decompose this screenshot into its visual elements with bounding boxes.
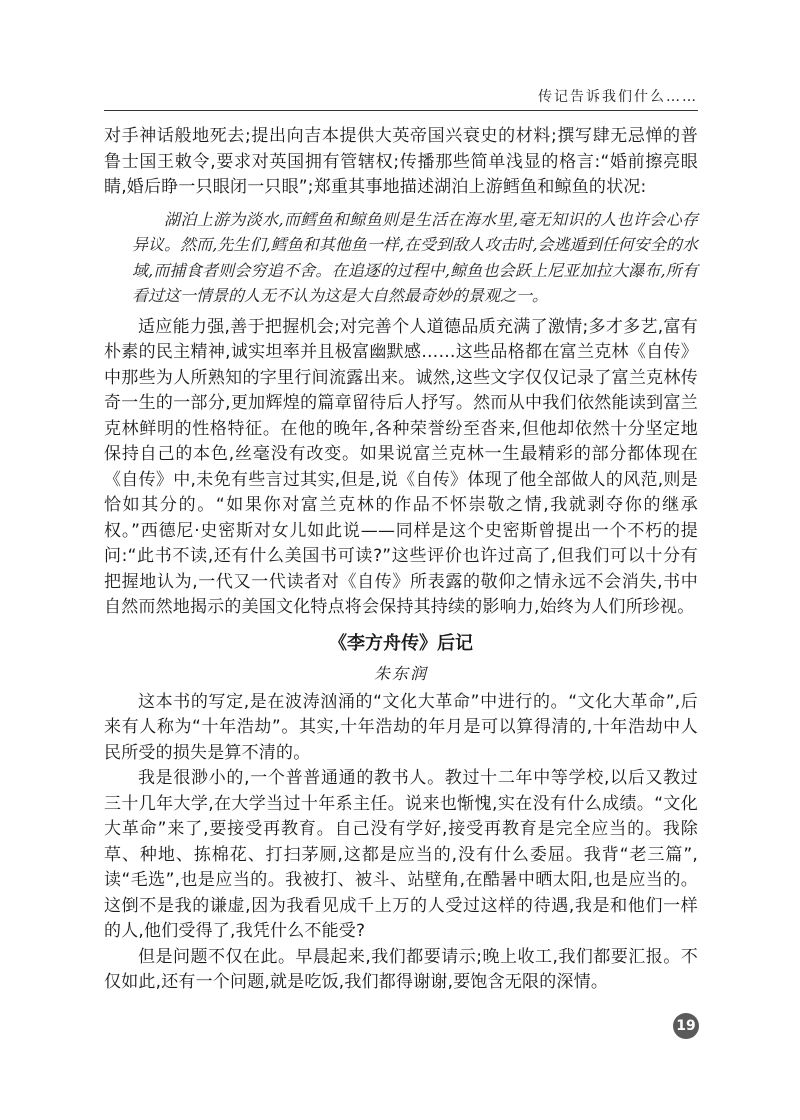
section-paragraph-3: 但是问题不仅在此。早晨起来,我们都要请示;晚上收工,我们都要汇报。不仅如此,还有一个问题,就是吃饭,我们都得谢谢,要饱含无限的深情。 [104,946,698,992]
page-number: 19 [673,1013,699,1039]
section-paragraph-2: 我是很渺小的,一个普普通通的教书人。教过十二年中等学校,以后又教过三十几年大学,在大学当过十年系主任。说来也惭愧,实在没有什么成绩。“文化大革命”来了,要接受再教育。自己没有学好,接受再教育是完全应当的。我除草、种地、拣棉花、打扫茅厕,这都是应当的,没有什么委屈。我背“老三篇”,读“毛选”,也是应当的。我被打、被斗、站壁角,在酷暑中晒太阳,也是应当的。这倒不是我的谦虚,因为我看见成千上万的人受过这样的待遇,我是和他们一样的人,他们受得了,我凭什么不能受? [104,768,698,941]
block-quote: 湖泊上游为淡水,而鳕鱼和鲸鱼则是生活在海水里,毫无知识的人也许会心存异议。然而,先生们,鳕鱼和其他鱼一样,在受到敌人攻击时,会逃遁到任何安全的水域,而捕食者则会穷追不舍。在追逐的过程中,鲸鱼也会跃上尼亚加拉大瀑布,所有看过这一情景的人无不认为这是大自然最奇妙的景观之一。 [132,209,698,305]
body-paragraph-1: 对手神话般地死去;提出向吉本提供大英帝国兴衰史的材料;撰写肆无忌惮的普鲁士国王敕令,要求对英国拥有管辖权;传播那些简单浅显的格言:“婚前擦亮眼睛,婚后睁一只眼闭一只眼”;郑重其事地描述湖泊上游鳕鱼和鲸鱼的状况: [104,126,698,197]
header-rule [104,110,698,111]
running-head: 传记告诉我们什么…… [538,89,698,105]
page-body [104,124,698,996]
section-author: 朱东润 [373,663,428,683]
body-paragraph-2: 适应能力强,善于把握机会;对完善个人道德品质充满了激情;多才多艺,富有朴素的民主精神,诚实坦率并且极富幽默感……这些品格都在富兰克林《自传》中那些为人所熟知的字里行间流露出来。诚然,这些文字仅仅记录了富兰克林传奇一生的一部分,更加辉煌的篇章留待后人抒写。然而从中我们依然能读到富兰克林鲜明的性格特征。在他的晚年,各种荣誉纷至沓来,但他却依然十分坚定地保持自己的本色,丝毫没有改变。如果说富兰克林一生最精彩的部分都体现在《自传》中,未免有些言过其实,但是,说《自传》体现了他全部做人的风范,则是恰如其分的。“如果你对富兰克林的作品不怀崇敬之情,我就剥夺你的继承权。”西德尼·史密斯对女儿如此说——同样是这个史密斯曾提出一个不朽的提问:“此书不读,还有什么美国书可读?”这些评价也许过高了,但我们可以十分有把握地认为,一代又一代读者对《自传》所表露的敬仰之情永远不会消失,书中自然而然地揭示的美国文化特点将会保持其持续的影响力,始终为人们所珍视。 [104,316,698,617]
section-paragraph-1: 这本书的写定,是在波涛汹涌的“文化大革命”中进行的。“文化大革命”,后来有人称为“十年浩劫”。其实,十年浩劫的年月是可以算得清的,十年浩劫中人民所受的损失是算不清的。 [104,691,698,763]
section-title: 《李方舟传》后记 [329,632,473,654]
